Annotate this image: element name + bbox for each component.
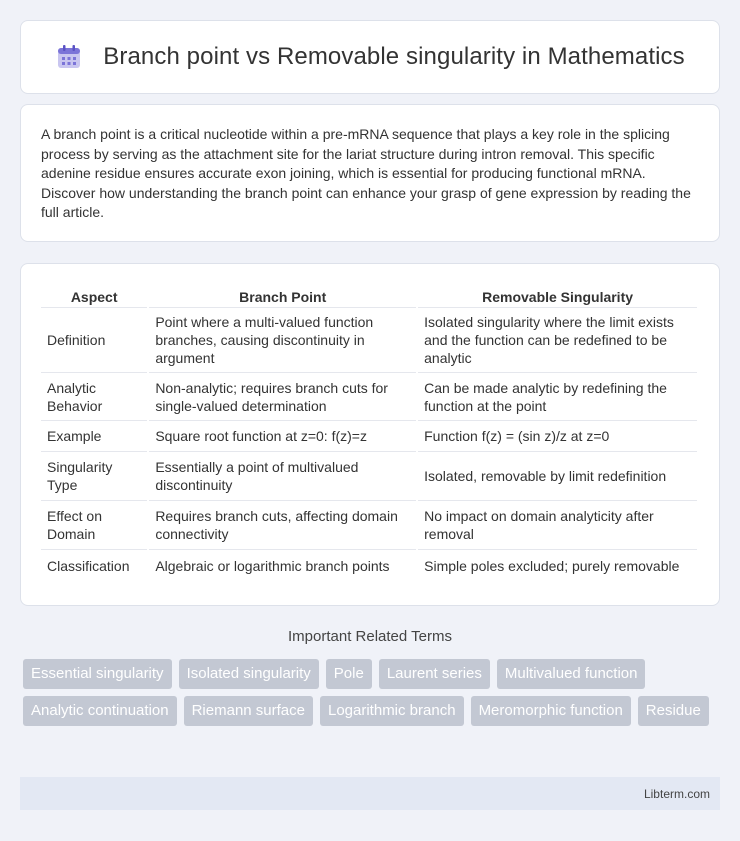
table-cell: Singularity Type: [41, 452, 147, 501]
table-row: [41, 421, 697, 452]
header-card: [20, 20, 720, 94]
table-cell: Definition: [41, 308, 147, 373]
intro-card: [20, 104, 720, 242]
table-cell: Can be made analytic by redefining the function at the point: [418, 373, 697, 421]
term-tag[interactable]: Multivalued function: [497, 659, 646, 689]
table-cell: Isolated singularity where the limit exists and the function can be redefined to be analytic: [418, 308, 697, 373]
table-cell: No impact on domain analyticity after removal: [418, 501, 697, 550]
header-removable-singularity: Removable Singularity: [418, 282, 697, 308]
table-cell: Algebraic or logarithmic branch points: [155, 557, 390, 574]
table-row: [41, 373, 697, 421]
term-tag[interactable]: Logarithmic branch: [320, 696, 464, 726]
table-cell: Essentially a point of multivalued discontinuity: [149, 452, 416, 501]
header-aspect: Aspect: [41, 282, 147, 308]
term-tag[interactable]: Meromorphic function: [471, 696, 631, 726]
table-cell: Effect on Domain: [41, 501, 147, 550]
comparison-table-card: [20, 263, 720, 606]
table-cell: Classification: [47, 557, 130, 574]
table-row: [41, 308, 697, 373]
table-cell: Requires branch cuts, affecting domain connectivity: [149, 501, 416, 550]
term-tag[interactable]: Laurent series: [379, 659, 490, 689]
term-tag[interactable]: Analytic continuation: [23, 696, 177, 726]
calendar-icon: [55, 43, 83, 71]
term-tag[interactable]: Essential singularity: [23, 659, 172, 689]
term-tag[interactable]: Isolated singularity: [179, 659, 319, 689]
table-cell: Example: [41, 421, 147, 452]
table-cell: Analytic Behavior: [41, 373, 147, 421]
table-row: [41, 501, 697, 550]
term-tag[interactable]: Residue: [638, 696, 709, 726]
intro-text: A branch point is a critical nucleotide within a pre-mRNA sequence that plays a key role in the splicing process by serving as the attachment site for the lariat structure during intron removal. This specific adenine residue ensures accurate exon joining, which is essential for producing functional mRNA. Discover how understanding the branch point can enhance your grasp of gene expression by reading the full article.: [41, 126, 691, 220]
table-cell: Non-analytic; requires branch cuts for single-valued determination: [149, 373, 416, 421]
header-branch-point: Branch Point: [149, 282, 416, 308]
table-cell: Simple poles excluded; purely removable: [424, 557, 680, 574]
term-tag[interactable]: Riemann surface: [184, 696, 313, 726]
footer: [20, 777, 720, 810]
related-terms-title: Important Related Terms: [288, 628, 452, 645]
page-title: Branch point vs Removable singularity in Mathematics: [103, 43, 685, 70]
table-header-row: [41, 282, 697, 308]
related-terms-list: [23, 659, 723, 726]
comparison-table: [39, 282, 699, 581]
table-row: [41, 452, 697, 501]
table-cell: Square root function at z=0: f(z)=z: [149, 421, 416, 452]
table-cell: Isolated, removable by limit redefinition: [418, 452, 697, 501]
footer-link[interactable]: Libterm.com: [643, 786, 710, 801]
table-cell: Point where a multi-valued function branches, causing discontinuity in argument: [149, 308, 416, 373]
table-row: [41, 550, 697, 581]
table-cell: Function f(z) = (sin z)/z at z=0: [418, 421, 697, 452]
term-tag[interactable]: Pole: [326, 659, 372, 689]
